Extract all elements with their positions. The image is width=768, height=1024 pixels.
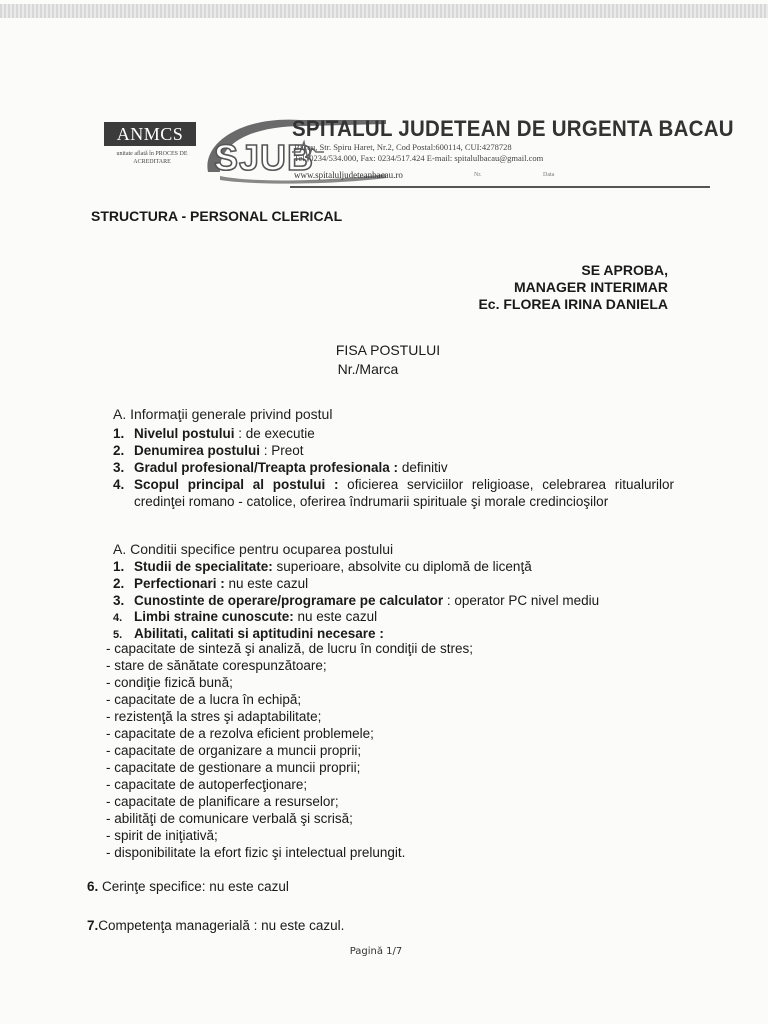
anmcs-caption: unitate aflată în PROCES DE ACREDITARE: [116, 151, 188, 165]
list-item: - rezistenţă la stres şi adaptabilitate;: [106, 708, 606, 725]
approval-line-2: MANAGER INTERIMAR: [514, 279, 668, 295]
item-value: nu este cazul: [293, 609, 378, 624]
list-item: - capacitate de gestionare a muncii proprii;: [106, 759, 606, 776]
item-number: 3.: [113, 460, 125, 475]
item-number: 1.: [113, 426, 125, 441]
list-item: - capacitate de organizare a muncii proprii;: [106, 742, 606, 759]
anmcs-logo-text: ANMCS: [104, 122, 196, 146]
item-label: Gradul profesional/Treapta profesionala :: [134, 460, 399, 475]
list-item: - spirit de iniţiativă;: [106, 827, 606, 844]
approval-line-3: Ec. FLOREA IRINA DANIELA: [478, 296, 668, 312]
section-a-item-4-number: [113, 476, 134, 493]
item-text: Competenţa managerială : nu este cazul.: [98, 918, 345, 933]
section-b-item-2: [113, 575, 308, 592]
list-item: - capacitate de autoperfecţionare;: [106, 776, 606, 793]
item-number: 2.: [113, 443, 125, 458]
list-item: - capacitate de sinteză şi analiză, de lucru în condiţii de stres;: [106, 640, 606, 657]
hospital-name: SPITALUL JUDETEAN DE URGENTA BACAU: [292, 116, 734, 141]
item-7: [87, 917, 344, 934]
item-label: Studii de specialitate:: [134, 559, 273, 574]
item-label: Cunostinte de operare/programare pe calculator: [134, 593, 444, 608]
doc-subtitle: Nr./Marca: [337, 361, 399, 377]
list-item: - capacitate de planificare a resurselor;: [106, 793, 606, 810]
approval-line-1: SE APROBA,: [581, 262, 668, 278]
section-b-item-1: [113, 558, 532, 575]
item-number: 4.: [113, 612, 123, 624]
item-number: 7.: [87, 918, 99, 933]
item-label: Abilitati, calitati si aptitudini necesare :: [134, 626, 384, 641]
section-a-item-4: [134, 476, 674, 510]
item-number: 5.: [113, 629, 123, 641]
sjub-logo-text: SJUB: [214, 137, 315, 178]
list-item: - disponibilitate la efort fizic şi intelectual prelungit.: [106, 844, 606, 861]
item-value: oficierea serviciilor religioase, celebrarea ritualurilor credinţei romano - catolice, oferirea îndrumarii spirituale şi morale credincioşilor: [134, 477, 674, 509]
section-b-item-3: [113, 592, 599, 609]
item-number: 2.: [113, 576, 125, 591]
item-number: 6.: [87, 879, 99, 894]
list-item: - capacitate de a rezolva eficient problemele;: [106, 725, 606, 742]
abilities-list: [106, 640, 606, 861]
item-value: : de executie: [234, 426, 315, 441]
item-number: 4.: [113, 477, 125, 492]
address-line-2: Tel: 0234/534.000, Fax: 0234/517.424 E-mail: spitalulbacau@gmail.com: [294, 153, 544, 163]
item-label: Limbi straine cunoscute:: [134, 609, 294, 624]
item-label: Scopul principal al postului :: [134, 477, 339, 492]
list-item: - condiţie fizică bună;: [106, 674, 606, 691]
item-6: [87, 878, 289, 895]
item-value: : operator PC nivel mediu: [443, 593, 600, 608]
item-value: superioare, absolvite cu diplomă de licenţă: [272, 559, 532, 574]
section-a-item-2: [113, 442, 304, 459]
list-item: - stare de sănătate corespunzătoare;: [106, 657, 606, 674]
item-label: Perfectionari :: [134, 576, 225, 591]
nr-label: Nr.: [474, 172, 482, 178]
item-text: Cerinţe specifice: nu este cazul: [98, 879, 289, 894]
list-item: - capacitate de a lucra în echipă;: [106, 691, 606, 708]
list-item: - abilităţi de comunicare verbală şi scrisă;: [106, 810, 606, 827]
item-value: : Preot: [260, 443, 304, 458]
item-value: definitiv: [398, 460, 448, 475]
section-a-item-3: [113, 459, 448, 476]
doc-title: FISA POSTULUI: [335, 342, 441, 358]
section-a-item-1: [113, 425, 315, 442]
item-number: 3.: [113, 593, 125, 608]
item-value: nu este cazul: [224, 576, 309, 591]
section-a-title: A. Informaţii generale privind postul: [113, 406, 333, 422]
section-b-title: A. Conditii specifice pentru ocuparea postului: [113, 541, 394, 557]
address-line-1: Bacau, Str. Spiru Haret, Nr.2, Cod Postal:600114, CUI:4278728: [294, 142, 512, 152]
item-label: Nivelul postului: [134, 426, 235, 441]
item-label: Denumirea postului: [134, 443, 261, 458]
website-link[interactable]: www.spitaluljudeteanbacau.ro: [294, 170, 403, 180]
department-title: STRUCTURA - PERSONAL CLERICAL: [91, 208, 343, 224]
item-number: 1.: [113, 559, 125, 574]
page-footer: Pagină 1/7: [349, 946, 403, 957]
date-label: Data: [543, 172, 555, 178]
